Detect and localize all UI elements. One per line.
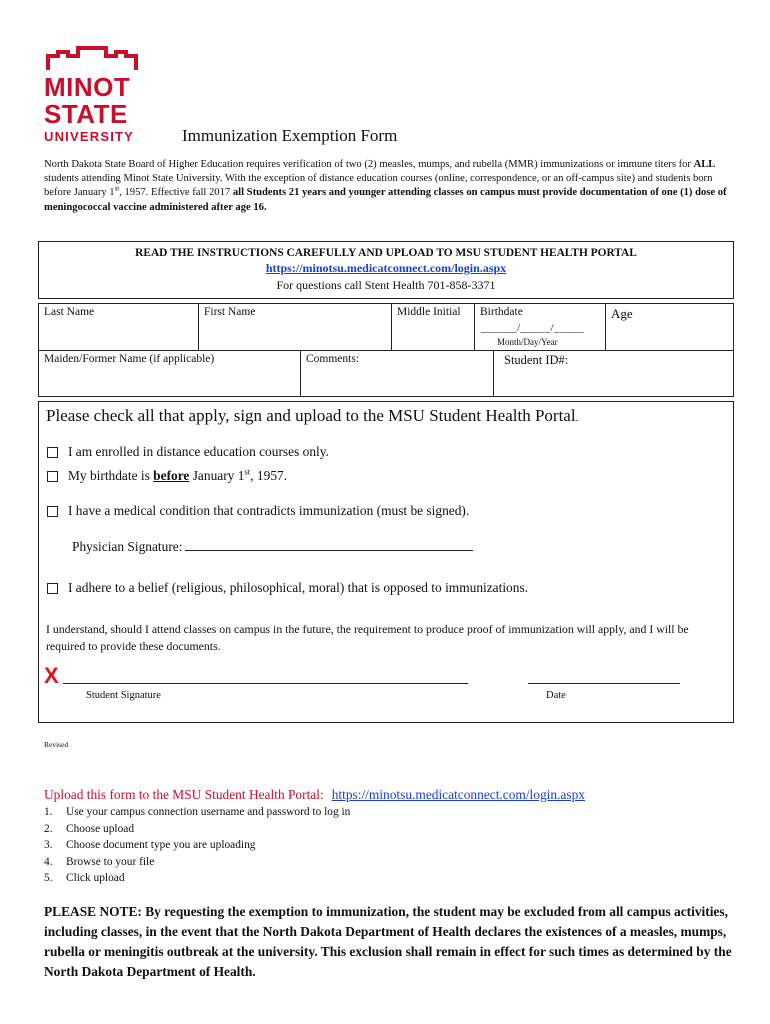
first-name-field[interactable] xyxy=(198,303,392,351)
birthdate-label: Birthdate xyxy=(480,306,523,318)
please-note: PLEASE NOTE: By requesting the exemption to immunization, the student may be excluded from all campus activities, including classes, in the event that the North Dakota Department of Health declares the existences of a measles, mumps, rubella or meningitis outbreak at the university. This exclusion shall remain in effect for such times as determined by the North Dakota Department of Health. xyxy=(44,904,732,979)
birthdate-hint: Month/Day/Year xyxy=(497,337,558,347)
medical-label: I have a medical condition that contradicts immunization (must be signed). xyxy=(68,503,470,518)
distance-checkbox[interactable] xyxy=(47,447,58,458)
age-label: Age xyxy=(611,306,633,321)
university-logo xyxy=(44,46,144,143)
belief-label: I adhere to a belief (religious, philosophical, moral) that is opposed to immunizations. xyxy=(68,580,529,595)
list-item: 5. Click upload xyxy=(44,872,125,885)
age-field[interactable] xyxy=(605,303,734,351)
physician-signature-row xyxy=(72,538,473,555)
birthdate-option-label: My birthdate is before January 1st, 1957. xyxy=(68,466,288,483)
maiden-name-field[interactable] xyxy=(38,350,301,397)
intro-paragraph: North Dakota State Board of Higher Education requires verification of two (2) measles, mumps, and rubella (MMR) immunizations or immune titers for ALL students attending Minot State University. With the exception of distance education courses (online, correspondence, or an off-campus site) and students born before January 1st, 1957. Effective fall 2017 all Students 21 years and younger attending classes on campus must provide documentation of one (1) dose of meningococcal vaccine administered after age 16. xyxy=(44,159,727,213)
middle-initial-field[interactable] xyxy=(391,303,475,351)
contact-phone: For questions call Stent Health 701-858-3371 xyxy=(276,278,496,292)
logo-minot: MINOT xyxy=(44,72,131,102)
portal-link[interactable]: https://minotsu.medicatconnect.com/login.aspx xyxy=(265,261,507,275)
option-distance xyxy=(47,444,329,460)
building-outline-icon xyxy=(44,46,140,72)
medical-checkbox[interactable] xyxy=(47,506,58,517)
physician-signature-line[interactable] xyxy=(185,538,473,551)
first-name-label: First Name xyxy=(204,306,256,318)
date-line[interactable] xyxy=(528,683,680,684)
middle-initial-label: Middle Initial xyxy=(397,306,461,318)
logo-university: UNIVERSITY xyxy=(44,129,135,144)
birthdate-blank: ______/_____/_____ xyxy=(481,322,585,334)
instructions-heading: READ THE INSTRUCTIONS CAREFULLY AND UPLOAD TO MSU STUDENT HEALTH PORTAL xyxy=(135,247,637,259)
option-medical xyxy=(47,503,469,519)
list-item: 1. Use your campus connection username and password to log in xyxy=(44,806,351,818)
comments-label: Comments: xyxy=(306,353,360,365)
upload-label: Upload this form to the MSU Student Health Portal: xyxy=(44,787,324,802)
form-title: Immunization Exemption Form xyxy=(182,126,398,145)
distance-label: I am enrolled in distance education courses only. xyxy=(68,444,329,459)
upload-steps xyxy=(44,804,350,887)
list-item: 2. Choose upload xyxy=(44,822,135,835)
section-heading: Please check all that apply, sign and upload to the MSU Student Health Portal. xyxy=(46,406,579,425)
birthdate-field[interactable] xyxy=(474,303,606,351)
instructions-box xyxy=(38,241,734,299)
comments-field[interactable] xyxy=(300,350,494,397)
option-belief xyxy=(47,580,528,596)
upload-portal-link[interactable]: https://minotsu.medicatconnect.com/login.aspx xyxy=(331,787,585,802)
upload-instruction xyxy=(44,787,585,803)
belief-checkbox[interactable] xyxy=(47,583,58,594)
understanding-statement: I understand, should I attend classes on campus in the future, the requirement to produce proof of immunization will apply, and I will be required to provide these documents. xyxy=(46,622,689,653)
last-name-label: Last Name xyxy=(44,306,95,318)
student-signature-line[interactable] xyxy=(63,683,468,684)
option-birthdate xyxy=(47,468,287,484)
maiden-name-label: Maiden/Former Name (if applicable) xyxy=(44,353,215,365)
list-item: 3. Choose document type you are uploading xyxy=(44,839,256,852)
sign-here-x-icon: X xyxy=(44,663,59,688)
physician-signature-label: Physician Signature: xyxy=(72,539,183,554)
logo-state: STATE xyxy=(44,99,128,129)
student-id-label: Student ID#: xyxy=(504,353,569,367)
birthdate-checkbox[interactable] xyxy=(47,471,58,482)
list-item: 4. Browse to your file xyxy=(44,855,155,868)
revised-note: Revised xyxy=(44,740,69,749)
date-label: Date xyxy=(546,690,566,701)
student-id-field[interactable] xyxy=(493,350,734,397)
last-name-field[interactable] xyxy=(38,303,199,351)
student-signature-label: Student Signature xyxy=(86,690,161,701)
